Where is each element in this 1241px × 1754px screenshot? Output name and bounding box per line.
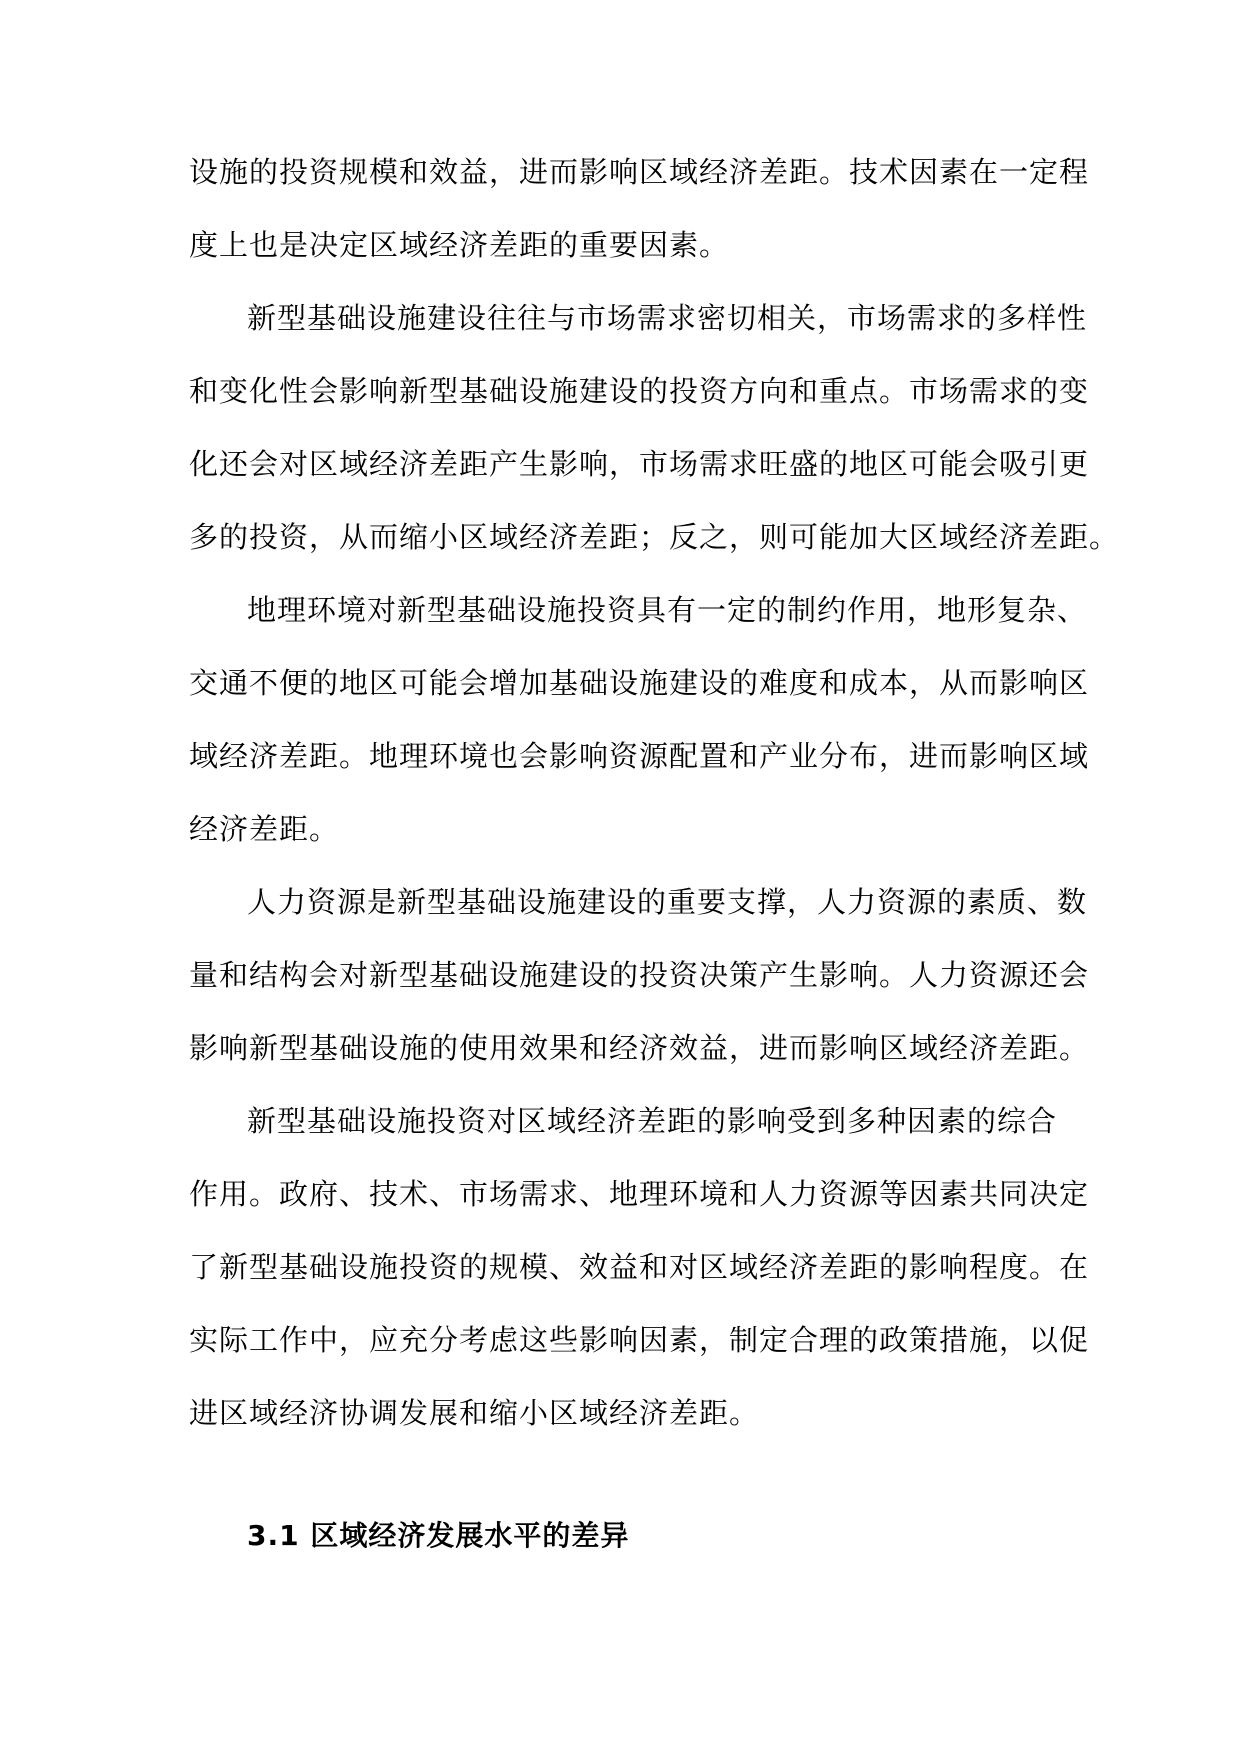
paragraph-line: 实际工作中，应充分考虑这些影响因素，制定合理的政策措施，以促 [189,1323,1090,1357]
paragraph-line: 多的投资，从而缩小区域经济差距；反之，则可能加大区域经济差距。 [189,520,1120,554]
section-spacer [189,1456,1051,1506]
paragraph-line: 新型基础设施建设往往与市场需求密切相关，市场需求的多样性 [247,301,1088,335]
paragraph-line: 化还会对区域经济差距产生影响，市场需求旺盛的地区可能会吸引更 [189,447,1090,481]
paragraph-line: 新型基础设施投资对区域经济差距的影响受到多种因素的综合 [247,1104,1058,1138]
paragraph-line: 域经济差距。地理环境也会影响资源配置和产业分布，进而影响区域 [189,739,1090,773]
paragraph-line: 作用。政府、技术、市场需求、地理环境和人力资源等因素共同决定 [189,1177,1090,1211]
paragraph-line: 量和结构会对新型基础设施建设的投资决策产生影响。人力资源还会 [189,958,1090,992]
paragraph-line: 了新型基础设施投资的规模、效益和对区域经济差距的影响程度。在 [189,1250,1090,1284]
paragraph-line: 人力资源是新型基础设施建设的重要支撑，人力资源的素质、数 [247,885,1088,919]
paragraph-line: 设施的投资规模和效益，进而影响区域经济差距。技术因素在一定程 [189,155,1090,189]
paragraph-line: 地理环境对新型基础设施投资具有一定的制约作用，地形复杂、 [247,593,1088,627]
section-heading: 3.1 区域经济发展水平的差异 [247,1519,630,1552]
paragraph-2 [189,288,1120,580]
paragraph-4 [189,872,1090,1091]
paragraph-1 [189,142,1090,288]
paragraph-line: 影响新型基础设施的使用效果和经济效益，进而影响区域经济差距。 [189,1031,1090,1065]
paragraph-3 [189,580,1090,872]
paragraph-line: 经济差距。 [189,812,340,846]
paragraph-line: 进区域经济协调发展和缩小区域经济差距。 [189,1396,760,1430]
paragraph-line: 和变化性会影响新型基础设施建设的投资方向和重点。市场需求的变 [189,374,1090,408]
paragraph-line: 度上也是决定区域经济差距的重要因素。 [189,228,730,262]
document-body [189,142,1120,1566]
paragraph-5 [189,1091,1090,1456]
paragraph-line: 交通不便的地区可能会增加基础设施建设的难度和成本，从而影响区 [189,666,1090,700]
